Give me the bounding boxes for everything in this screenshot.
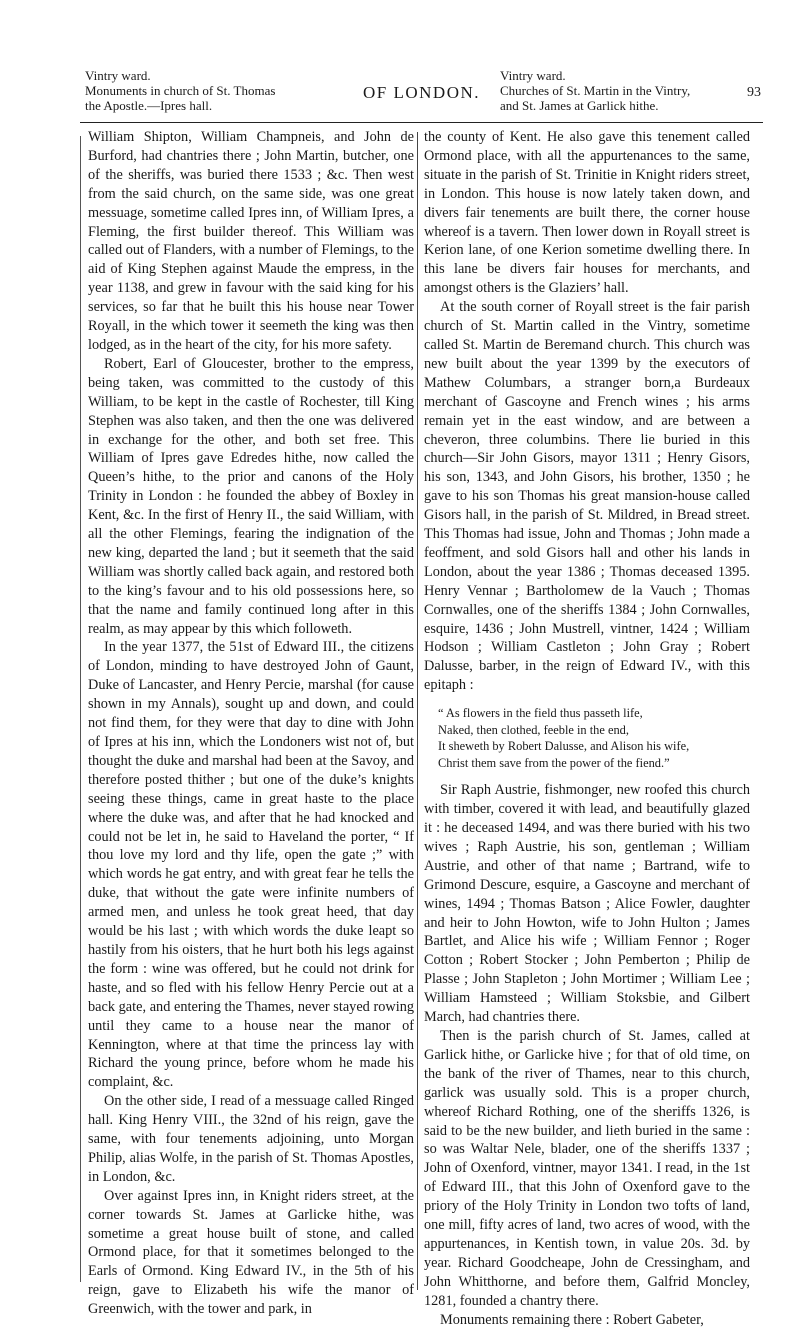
right-paragraph-1: the county of Kent. He also gave this tenement called Ormond place, with all the appurtenances to the same, situate in the parish of St. Trinitie in Knight riders street, in London. This house is now lately taken down, and divers fair tenements are built there, the corner house whereof is a tavern. Then lower down in Royall street is Kerion lane, of one Kerion sometime dwelling there. In this lane be divers fair houses for merchants, and amongst others is the Glaziers’ hall. <box>424 129 750 297</box>
book-page <box>80 62 763 1328</box>
header-right <box>500 68 690 113</box>
left-paragraph-1: William Shipton, William Champneis, and John de Burford, had chantries there ; John Martin, butcher, one of the sheriffs, was buried there 1533 ; &c. Then west from the said church, on the same side, was one great messuage, sometime called Ipres inn, of William Ipres, a Fleming, the first builder thereof. This William was called out of Flanders, with a number of Flemings, to the aid of King Stephen against Maude the empress, in the year 1138, and grew in favour with the said king for his services, so far that he built this his house near Tower Royall, in the which tower it seemeth the king was then lodged, as in the heart of the city, for his more safety. <box>88 129 414 353</box>
header-left-line3: the Apostle.—Ipres hall. <box>85 98 213 113</box>
column-divider <box>417 132 418 1290</box>
page-number: 93 <box>747 85 761 100</box>
left-margin-rule <box>80 136 81 1282</box>
right-column <box>424 128 750 1329</box>
left-column <box>88 128 414 1319</box>
epitaph-line: It sheweth by Robert Dalusse, and Alison his wife, <box>438 739 690 754</box>
left-paragraph-4: On the other side, I read of a messuage called Ringed hall. King Henry VIII., the 32nd of his reign, gave the same, with four tenements adjoining, unto Morgan Philip, alias Wolfe, in the parish of St. Thomas Apostles, in London, &c. <box>88 1093 414 1185</box>
right-paragraph-5: Monuments remaining there : Robert Gabeter, <box>440 1311 704 1328</box>
header-right-line3: and St. James at Garlick hithe. <box>500 98 659 113</box>
epitaph-line: “ As flowers in the field thus passeth life, <box>438 706 643 721</box>
left-paragraph-3: In the year 1377, the 51st of Edward III., the citizens of London, minding to have destroyed John of Gaunt, Duke of Lancaster, and Henry Percie, marshal (for cause shown in my Annals), sought up and down, and could not find them, for they were that day to dine with John of Ipres at his inn, which the Londoners wist not of, but thought the duke and marshal had been at the Savoy, and therefore posted thither ; but one of the duke’s knights seeing these things, came in great haste to the place where the duke was, and after that he had knocked and could not be let in, he said to Haveland the porter, “ If thou love my lord and thy life, open the gate ;” with which words he gat entry, and with great fear he tells the duke, that without the gate were infinite numbers of armed men, and unless he took great heed, that day would be his last ; with which words the duke leapt so hastily from his oisters, that he hurt both his legs against the form : wine was offered, but he could not drink for haste, and so fled with his fellow Henry Percie out at a back gate, and entering the Thames, never stayed rowing until they came to a house near the manor of Kennington, where at that time the princess lay with Richard the young prince, before whom he made his complaint, &c. <box>88 639 414 1091</box>
header-left-line2: Monuments in church of St. Thomas <box>85 83 276 98</box>
right-paragraph-3: Sir Raph Austrie, fishmonger, new roofed this church with timber, covered it with lead, and beautifully glazed it : he deceased 1494, and was there buried with his two wives ; Raph Austrie, his son, gentleman ; William Austrie, and other of that name ; Bartrand, wife to Grimond Descure, esquire, a Gascoyne and merchant of wines, 1494 ; Thomas Batson ; Alice Fowler, daughter and heir to John Howton, wife to John Hulton ; James Bartlet, and Alice his wife ; William Fennor ; Roger Cotton ; Robert Stocker ; John Pemberton ; Philip de Plasse ; John Stapleton ; John Mortimer ; William Lee ; William Hamsteed ; William Stoksbie, and Gilbert March, had chantries there. <box>424 782 750 1026</box>
right-paragraph-2: At the south corner of Royall street is the fair parish church of St. Martin called in the Vintry, sometime called St. Martin de Beremand church. This church was new built about the year 1399 by the executors of Mathew Columbars, a stranger born,a Burdeaux merchant of Gascoyne and French wines ; his arms remain yet in the east window, and are between a cheveron, three columbins. There lie buried in this church—Sir John Gisors, mayor 1311 ; Henry Gisors, his son, 1343, and John Gisors, his brother, 1350 ; he gave to his son Thomas his great mansion-house called Gisors hall, in the parish of St. Mildred, in Bread street. This Thomas had issue, John and Thomas ; John made a feoffment, and sold Gisors hall and other his lands in London, about the year 1386 ; Thomas deceased 1395. Henry Vennar ; Bartholomew de la Vauch ; Thomas Cornwalles, one of the sheriffs 1384 ; John Cornwalles, esquire, 1436 ; John Mustrell, vintner, 1424 ; William Hodson ; William Castleton ; John Gray ; Robert Dalusse, barber, in the reign of Edward IV., with this epitaph : <box>424 299 750 694</box>
running-header <box>80 62 763 123</box>
text-columns <box>80 128 763 1328</box>
header-right-line1: Vintry ward. <box>500 68 566 83</box>
left-paragraph-2: Robert, Earl of Gloucester, brother to the empress, being taken, was committed to the custody of this William, to be kept in the castle of Rochester, till King Stephen was also taken, and then the one was delivered in exchange for the other, and both set free. This William of Ipres gave Edredes hithe, now called the Queen’s hithe, to the prior and canons of the Holy Trinity in London : he founded the abbey of Boxley in Kent, &c. In the first of Henry II., the said William, with all the other Flemings, fearing the indignation of the new king, departed the land ; but it seemeth that the said William was shortly called back again, and restored both to the king’s favour and to his old possessions here, so that the name and family continued long after in this realm, as may appear by this which followeth. <box>88 355 414 637</box>
header-left-line1: Vintry ward. <box>85 68 151 83</box>
left-paragraph-5: Over against Ipres inn, in Knight riders street, at the corner towards St. James at Garlicke hithe, was sometime a great house built of stone, and called Ormond place, for that it sometimes belonged to the Earls of Ormond. King Edward IV., in the 5th of his reign, gave to Elizabeth his wife the manor of Greenwich, with the tower and park, in <box>88 1187 414 1318</box>
epitaph-line: Christ them save from the power of the fiend.” <box>438 755 670 770</box>
epitaph-verse <box>438 705 750 771</box>
epitaph-line: Naked, then clothed, feeble in the end, <box>438 722 629 737</box>
right-paragraph-4: Then is the parish church of St. James, called at Garlick hithe, or Garlicke hive ; for that of old time, on the bank of the river of Thames, near to this church, garlick was usually sold. This is a proper church, whereof Richard Rothing, one of the sheriffs 1326, is said to be the new builder, and lieth buried in the same : so was Waltar Nele, blader, one of the sheriffs 1337 ; John of Oxenford, vintner, mayor 1341. I read, in the 1st of Edward III., that this John of Oxenford gave to the priory of the Holy Trinity in London two tofts of land, one mill, fifty acres of land, two acres of wood, with the appurtenances, in Kentish town, in value 20s. 3d. by year. Richard Goodcheape, John de Cressingham, and John Whitthorne, and before them, Galfrid Moncley, 1281, founded a chantry there. <box>424 1027 750 1309</box>
header-right-line2: Churches of St. Martin in the Vintry, <box>500 83 691 98</box>
header-title: OF LONDON. <box>363 83 480 102</box>
